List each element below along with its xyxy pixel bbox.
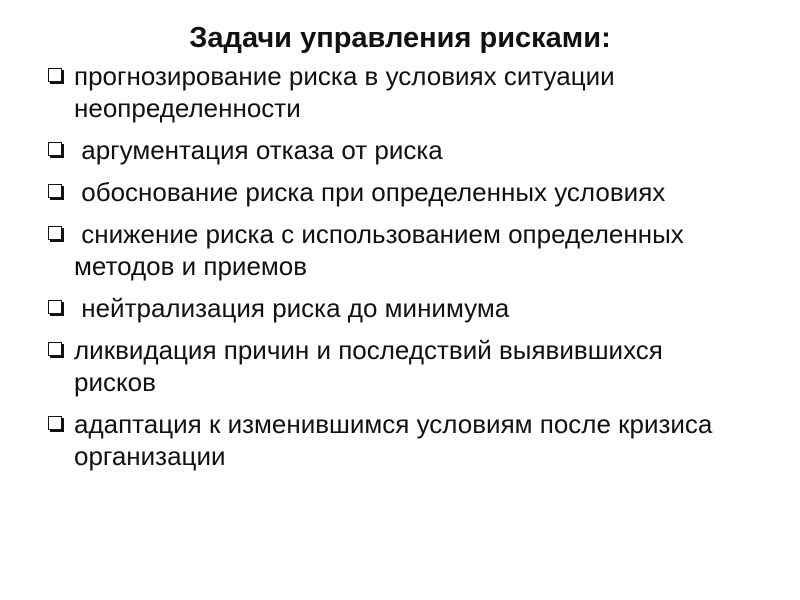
list-item (46, 60, 746, 124)
list-item-text: прогнозирование риска в условиях ситуации неопределенности (74, 61, 615, 123)
list-item (46, 408, 746, 472)
slide-title: Задачи управления рисками: (189, 22, 611, 54)
list-item-text: ликвидация причин и последствий выявившихся рисков (74, 335, 663, 397)
square-bullet-icon (48, 184, 62, 198)
list-item-text: нейтрализация риска до минимума (74, 293, 510, 323)
square-bullet-icon (48, 300, 62, 314)
list-item (46, 334, 746, 398)
list-item-text: аргументация отказа от риска (74, 135, 443, 165)
square-bullet-icon (48, 226, 62, 240)
list-item (46, 176, 746, 208)
square-bullet-icon (48, 416, 62, 430)
list-item-text: снижение риска с использованием определенных методов и приемов (74, 219, 692, 281)
list-item-text: обоснование риска при определенных условиях (74, 177, 666, 207)
task-list (46, 60, 746, 482)
list-item-text: адаптация к изменившимся условиям после кризиса организации (74, 409, 713, 471)
square-bullet-icon (48, 142, 62, 156)
list-item (46, 134, 746, 166)
square-bullet-icon (48, 342, 62, 356)
list-item (46, 218, 746, 282)
square-bullet-icon (48, 68, 62, 82)
list-item (46, 292, 746, 324)
